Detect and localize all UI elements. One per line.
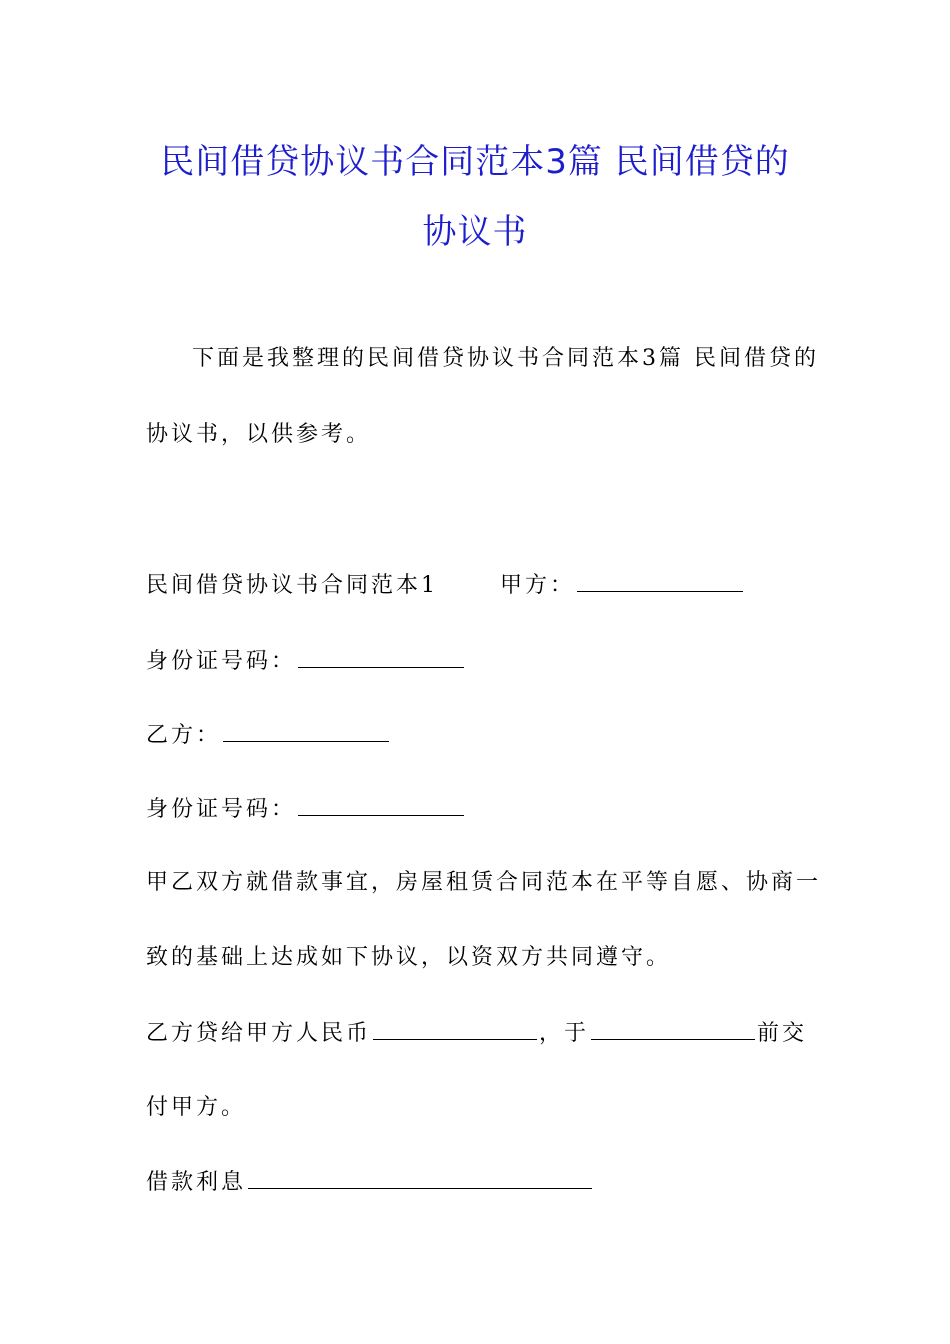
- delivery-label: 前交: [757, 1021, 808, 1046]
- id-label-b: 身份证号码：: [146, 797, 297, 822]
- paragraph-2-line-2: 付甲方。: [146, 1095, 247, 1120]
- paragraph-1-line-1: 甲乙双方就借款事宜，房屋租赁合同范本在平等自愿、协商一: [146, 870, 822, 895]
- interest-row: [146, 1166, 594, 1198]
- paragraph-1-line-2: 致的基础上达成如下协议，以资双方共同遵守。: [146, 945, 672, 970]
- paragraph-2-line-1: [146, 1017, 807, 1049]
- intro-line-1: 下面是我整理的民间借贷协议书合同范本3篇 民间借贷的: [192, 346, 819, 371]
- id-blank-a[interactable]: [298, 645, 464, 668]
- party-a-label: 甲方：: [500, 573, 576, 598]
- section-heading-row: [146, 569, 745, 601]
- id-label-a: 身份证号码：: [146, 649, 297, 674]
- party-b-label: 乙方：: [146, 723, 222, 748]
- party-b-blank[interactable]: [223, 719, 389, 742]
- id-number-row-a: [146, 645, 466, 677]
- loan-amount-blank[interactable]: [373, 1017, 537, 1040]
- document-title-line-1: 民间借贷协议书合同范本3篇 民间借贷的: [160, 142, 790, 182]
- loan-date-label: ，于: [539, 1021, 590, 1046]
- party-b-row: [146, 719, 391, 751]
- intro-line-2: 协议书，以供参考。: [146, 422, 372, 447]
- loan-amount-label: 乙方贷给甲方人民币: [146, 1021, 372, 1046]
- interest-blank[interactable]: [248, 1166, 592, 1189]
- party-a-blank[interactable]: [577, 569, 743, 592]
- document-title-line-2: 协议书: [422, 212, 528, 252]
- section-title: 民间借贷协议书合同范本1: [146, 573, 438, 598]
- id-number-row-b: [146, 793, 466, 825]
- loan-date-blank[interactable]: [591, 1017, 755, 1040]
- interest-label: 借款利息: [146, 1170, 247, 1195]
- id-blank-b[interactable]: [298, 793, 464, 816]
